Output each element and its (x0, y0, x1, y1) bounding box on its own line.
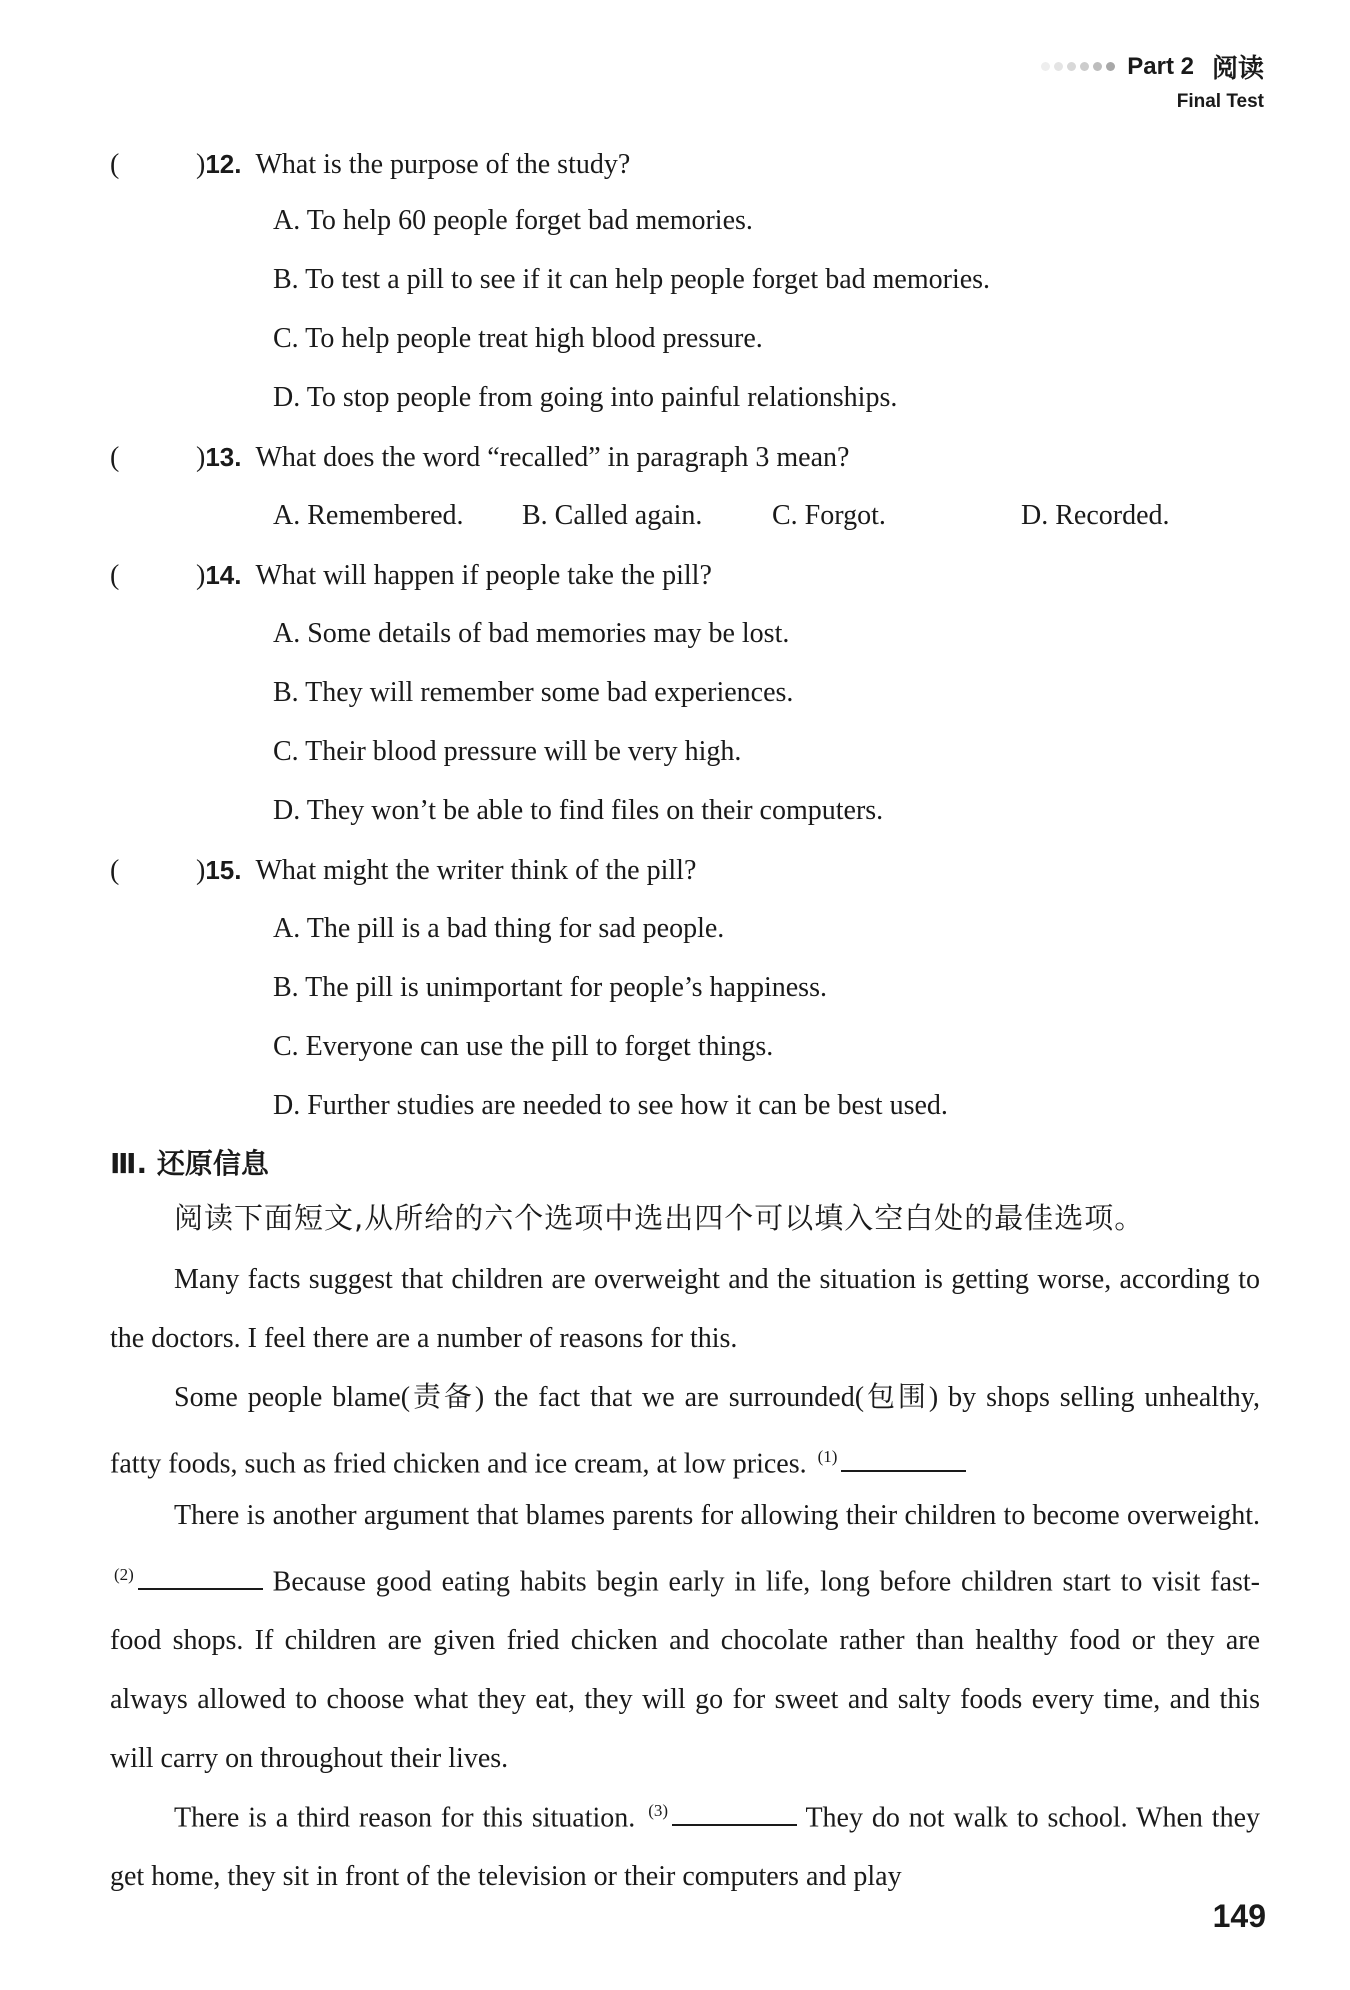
header-line (1041, 48, 1264, 85)
blank-marker: (1) (817, 1447, 838, 1466)
part-chinese-label: 阅读 (1211, 54, 1264, 84)
question-text: What is the purpose of the study? (255, 149, 631, 180)
option-b: B. To test a pill to see if it can help people forget bad memories. (273, 264, 991, 295)
option-d: D. They won’t be able to find files on their computers. (273, 795, 884, 826)
question-13: ( )13. What does the word “recalled” in paragraph 3 mean? (110, 439, 849, 476)
option-a: A. To help 60 people forget bad memories. (273, 205, 753, 236)
option-a: A. The pill is a bad thing for sad people. (273, 913, 725, 944)
answer-blank-1[interactable] (841, 1442, 966, 1472)
page-header (1041, 48, 1264, 113)
passage-paragraph-3: There is another argument that blames parents for allowing their children to become overweight. $^{(2)}$ Because good eating habits begin early in life, long before children start to visit fast-food shops. If children are given fried chicken and chocolate rather than healthy food or they are always allowed to choose what they eat, they will go for sweet and salty foods every time, and this will carry on throughout their lives. (110, 1500, 1260, 1775)
page-number: 149 (1212, 1898, 1266, 1934)
question-number: 13. (205, 442, 242, 472)
option-c: C. Their blood pressure will be very high. (273, 736, 742, 767)
option-c: C. To help people treat high blood pressure. (273, 323, 763, 354)
answer-paren[interactable]: ( (110, 560, 120, 591)
question-12: ( )12. What is the purpose of the study? (110, 146, 630, 183)
question-number: 14. (205, 560, 242, 590)
passage-paragraph-4: There is a third reason for this situation. $^{(3)}$ They do not walk to school. When they get home, they sit in front of the television or their computers and play (110, 1781, 1260, 1906)
question-15: ( )15. What might the writer think of the pill? (110, 852, 696, 889)
question-text: What might the writer think of the pill? (255, 855, 697, 886)
part-label: Part 2 (1127, 52, 1194, 80)
question-text: What does the word “recalled” in paragraph 3 mean? (255, 442, 850, 473)
option-a: A. Remembered. (273, 500, 464, 531)
option-c: C. Forgot. (772, 500, 886, 531)
blank-marker: (3) (648, 1801, 669, 1820)
blank-marker: (2) (114, 1565, 134, 1584)
option-d: D. Recorded. (1021, 500, 1170, 531)
header-subtitle: Final Test (1176, 91, 1264, 112)
passage-paragraph-1: Many facts suggest that children are overweight and the situation is getting worse, according to the doctors. I feel there are a number of reasons for this. (110, 1264, 1260, 1354)
answer-blank-2[interactable] (138, 1560, 263, 1590)
option-c: C. Everyone can use the pill to forget things. (273, 1031, 774, 1062)
section-title: Ⅲ. 还原信息 (110, 1147, 269, 1180)
answer-blank-3[interactable] (672, 1796, 797, 1826)
option-b: B. The pill is unimportant for people’s happiness. (273, 972, 827, 1003)
section-instruction: 阅读下面短文,从所给的六个选项中选出四个可以填入空白处的最佳选项。 (174, 1201, 1145, 1235)
option-b: B. They will remember some bad experiences. (273, 677, 794, 708)
answer-paren[interactable]: ( (110, 442, 120, 473)
question-number: 15. (205, 855, 242, 885)
question-14: ( )14. What will happen if people take the pill? (110, 557, 712, 594)
option-b: B. Called again. (522, 500, 703, 531)
answer-paren[interactable]: ( (110, 855, 120, 886)
decorative-dots-icon (1041, 62, 1115, 71)
question-number: 12. (205, 149, 242, 179)
question-text: What will happen if people take the pill? (255, 560, 712, 591)
option-d: D. Further studies are needed to see how it can be best used. (273, 1090, 948, 1121)
option-d: D. To stop people from going into painful relationships. (273, 382, 898, 413)
option-a: A. Some details of bad memories may be lost. (273, 618, 790, 649)
answer-paren[interactable]: ( (110, 149, 120, 180)
passage-paragraph-2: Some people blame(责备) the fact that we are surrounded(包围) by shops selling unhealthy, fatty foods, such as fried chicken and ice cream, at low prices. $^{(1)}$ (110, 1382, 1260, 1480)
